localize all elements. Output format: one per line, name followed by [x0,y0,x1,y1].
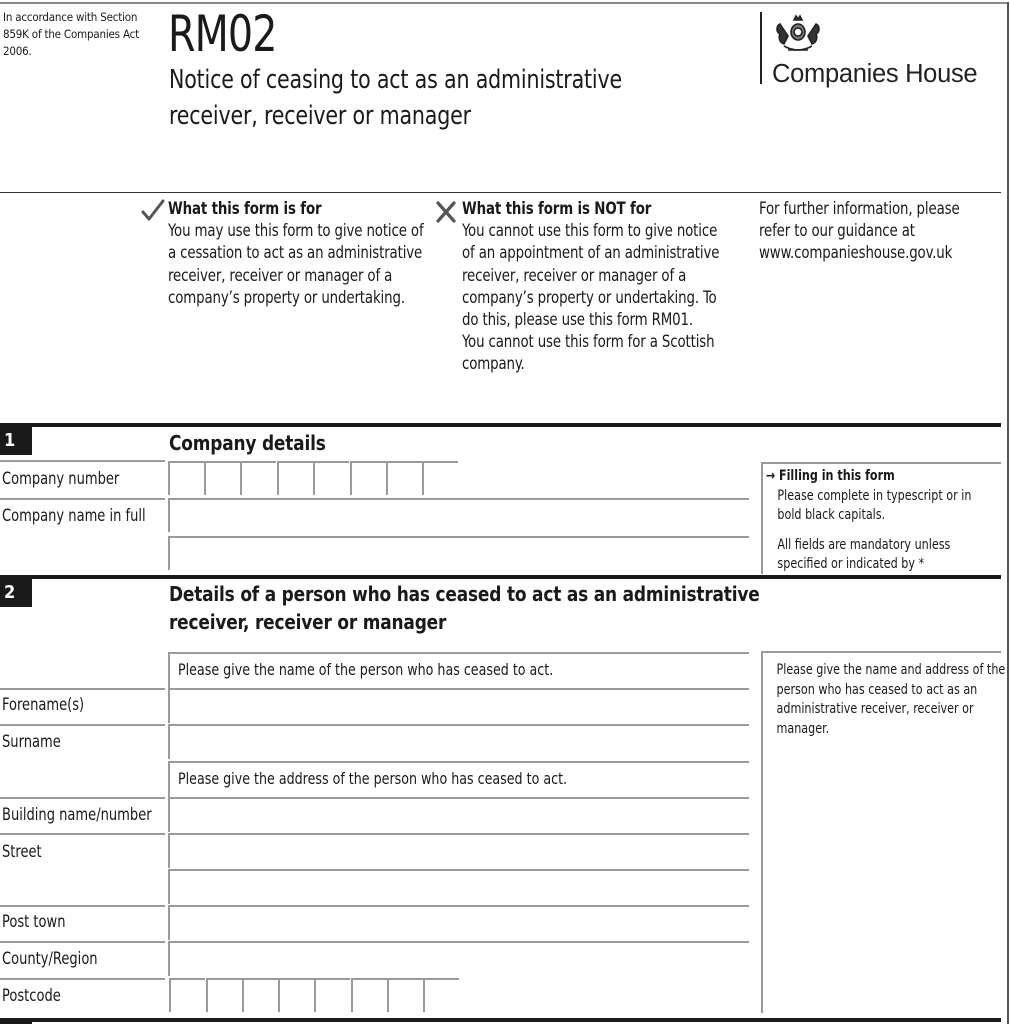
label-divider [0,498,165,500]
forenames-label: Forename(s) [2,695,85,714]
postcode-cell[interactable] [387,978,423,1012]
legal-note: In accordance with Section 859K of the Companies Act 2006. [3,10,139,58]
building-field[interactable] [168,797,749,832]
company-name-label: Company name in full [2,506,146,525]
company-number-input[interactable] [315,463,349,495]
filling-in-form-mandatory: All fields are mandatory unless specified or indicated by * [777,536,951,572]
label-divider [0,460,165,462]
post-town-label: Post town [2,912,66,931]
street-field-line-2[interactable] [168,869,749,904]
what-not-for-heading: What this form is NOT for [462,199,652,218]
company-number-input[interactable] [352,463,386,495]
what-not-for-body-scottish: You cannot use this form for a Scottish company. [462,332,715,374]
what-this-form-is-for [168,198,458,309]
company-number-cell[interactable] [240,461,276,495]
postcode-input[interactable] [171,980,205,1012]
company-number-input[interactable] [388,463,422,495]
cross-icon [434,200,458,224]
company-number-field [168,461,468,497]
what-for-heading: What this form is for [168,199,322,218]
label-divider [0,905,165,907]
building-label: Building name/number [2,805,152,824]
forenames-input[interactable] [170,690,749,723]
label-divider [0,688,165,690]
arrow-right-icon: → [765,468,779,484]
company-number-input[interactable] [170,463,204,495]
form-code: RM02 [168,5,277,63]
company-number-cell[interactable] [386,461,422,495]
forenames-field[interactable] [168,688,749,723]
person-details-note-text: Please give the name and address of the person who has ceased to act as an administrative receiver, receiver or manager. [776,662,1006,737]
postcode-cell[interactable] [351,978,387,1012]
company-name-field[interactable] [168,498,749,532]
company-number-input[interactable] [242,463,276,495]
what-not-for-body: You cannot use this form to give notice of an appointment of an administrative receiver, receiver or manager of a company’s property or undertaking. To do this, please use this form RM01. [462,221,720,330]
county-label: County/Region [2,949,98,968]
section-3-divider [0,1018,1001,1022]
company-name-input-line-2[interactable] [170,538,749,570]
page-right-border [1007,2,1009,1024]
company-number-cell[interactable] [204,461,240,495]
postcode-cell[interactable] [314,978,350,1012]
company-number-cell[interactable] [168,461,204,495]
filling-in-form-heading: Filling in this form [778,468,895,484]
company-number-input[interactable] [206,463,240,495]
company-number-label: Company number [2,469,120,488]
company-number-input[interactable] [279,463,313,495]
post-town-field[interactable] [168,905,749,940]
surname-input[interactable] [170,726,749,759]
street-input-line-2[interactable] [170,871,749,904]
postcode-input[interactable] [353,980,387,1012]
post-town-input[interactable] [170,907,749,940]
label-divider [0,833,165,835]
street-label: Street [2,842,42,861]
what-this-form-is-not-for [462,198,762,376]
section-3-number [0,1018,32,1024]
county-input[interactable] [170,943,749,976]
companies-house-logo: Companies House [772,60,978,88]
label-divider [0,978,165,980]
postcode-input[interactable] [389,980,423,1012]
name-prompt-text: Please give the name of the person who has ceased to act. [178,660,554,679]
postcode-input[interactable] [208,980,242,1012]
postcode-cell[interactable] [169,978,205,1012]
what-for-body: You may use this form to give notice of a cessation to act as an administrative receiver, receiver or manager of a company’s property or undertaking. [168,221,424,307]
postcode-input[interactable] [316,980,350,1012]
section-1-title: Company details [169,431,326,455]
postcode-input[interactable] [425,980,459,1012]
section-2-divider [0,575,1001,579]
label-divider [0,724,165,726]
company-name-field-line-2[interactable] [168,536,749,570]
filling-in-form-body: Please complete in typescript or in bold black capitals. [777,487,972,523]
company-number-cell[interactable] [313,461,349,495]
postcode-input[interactable] [244,980,278,1012]
county-field[interactable] [168,941,749,976]
filling-in-form-note [761,462,1001,574]
postcode-label: Postcode [2,986,61,1005]
street-field[interactable] [168,833,749,868]
postcode-cell[interactable] [242,978,278,1012]
section-1-number: 1 [0,427,32,455]
label-divider [0,941,165,943]
company-number-cell[interactable] [350,461,386,495]
postcode-input[interactable] [280,980,314,1012]
section-1-divider [0,423,1001,427]
street-input[interactable] [170,835,749,868]
surname-label: Surname [2,732,61,751]
name-prompt [168,652,749,688]
company-number-input[interactable] [424,463,458,495]
form-title: Notice of ceasing to act as an administrative receiver, receiver or manager [169,65,622,131]
section-2-number: 2 [0,579,32,607]
building-input[interactable] [170,799,749,832]
royal-coat-of-arms-icon [772,14,824,56]
person-details-note [761,651,1006,1013]
postcode-field [169,978,469,1014]
surname-field[interactable] [168,724,749,759]
company-number-cell[interactable] [277,461,313,495]
header-divider [0,192,1001,193]
postcode-cell[interactable] [423,978,459,1012]
label-divider [0,797,165,799]
check-icon [140,198,166,222]
company-name-input[interactable] [170,500,749,532]
section-2-title: Details of a person who has ceased to act as an administrative receiver, receiver or manager [169,582,760,634]
address-prompt [168,761,749,797]
further-info-text: For further information, please refer to our guidance at www.companieshouse.gov.uk [759,199,960,263]
logo-divider [760,12,762,84]
further-information [759,198,1010,265]
postcode-cell[interactable] [206,978,242,1012]
address-prompt-text: Please give the address of the person who has ceased to act. [178,769,568,788]
company-number-cell[interactable] [422,461,458,495]
page-top-border [0,2,1008,4]
postcode-cell[interactable] [278,978,314,1012]
